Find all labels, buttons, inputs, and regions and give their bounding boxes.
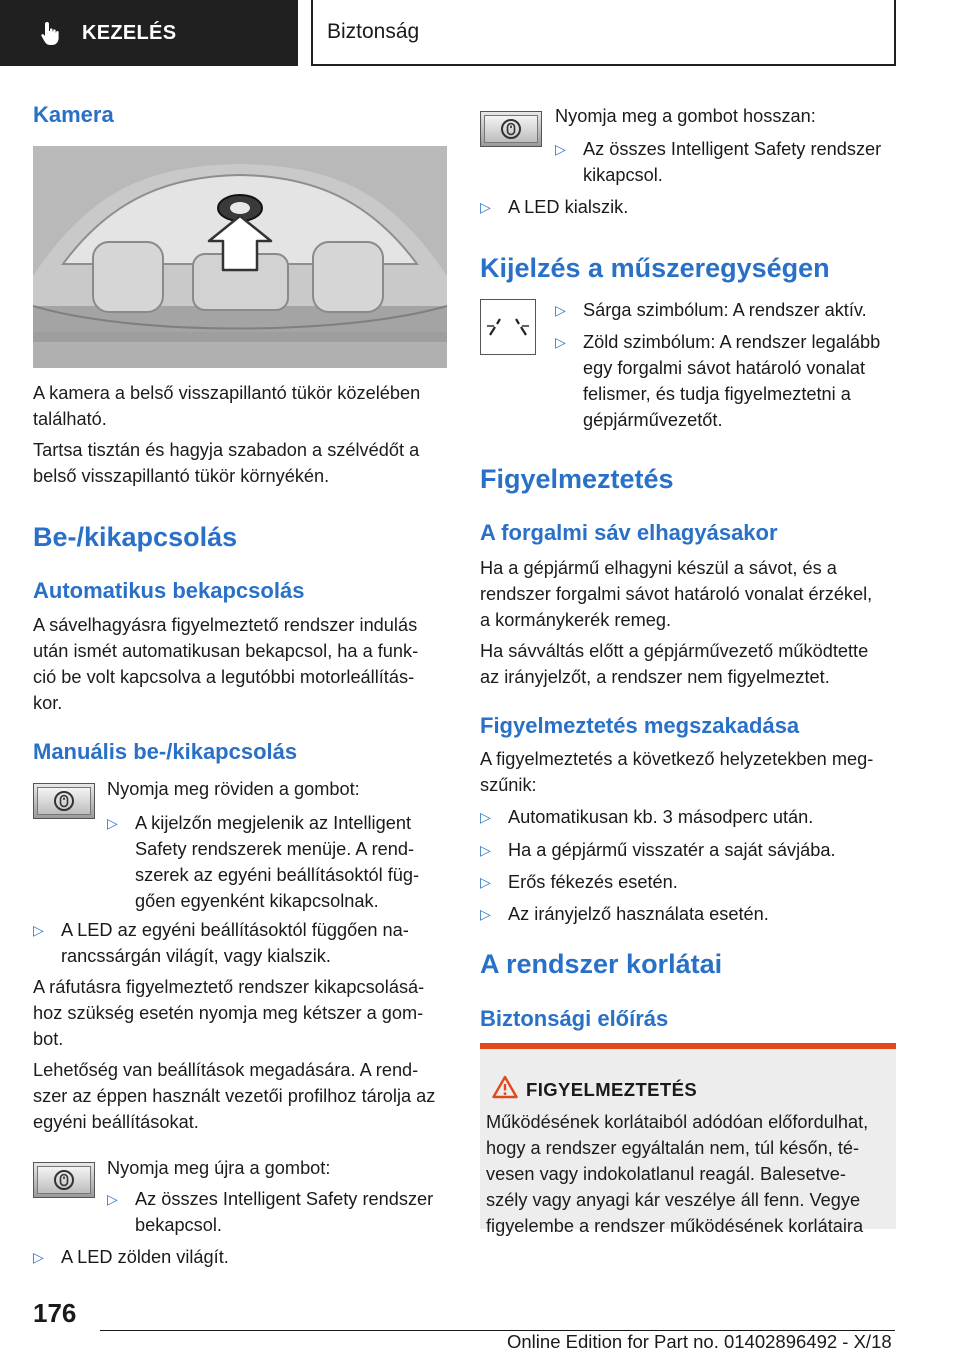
- text-line: A sávelhagyásra figyelmeztető rendszer indulás: [33, 615, 418, 635]
- header-section-title: KEZELÉS: [82, 21, 177, 44]
- text-line: rancssárgán világít, vagy kialszik.: [61, 946, 331, 966]
- heading-kamera: Kamera: [33, 102, 114, 127]
- heading-forgalmi-sav: A forgalmi sáv elhagyásakor: [480, 520, 778, 545]
- heading-be-kikapcsolas: Be-/kikapcsolás: [33, 522, 238, 552]
- bullet-triangle-icon: ▷: [33, 922, 44, 938]
- text-line: Lehetőség van beállítások megadására. A rend-: [33, 1060, 419, 1080]
- text-line: A kijelzőn megjelenik az Intelligent: [135, 813, 411, 833]
- heading-figyelmeztetes: Figyelmeztetés: [480, 464, 674, 494]
- text-line: figyelembe a rendszer működésének korlátaira: [486, 1216, 864, 1236]
- text-line: bot.: [33, 1029, 64, 1049]
- paragraph-kamera-location: [33, 380, 447, 432]
- header-chapter-box: [311, 0, 896, 66]
- warning-title: FIGYELMEZTETÉS: [526, 1079, 698, 1100]
- text-line: gépjárművezetőt.: [583, 410, 723, 430]
- footer-edition-text: Online Edition for Part no. 01402896492 - X/18: [507, 1331, 892, 1352]
- intelligent-safety-icon: [53, 1169, 75, 1191]
- text-line: felismer, és tudja figyelmeztetni a: [583, 384, 851, 404]
- text-line: egyéni beállításokat.: [33, 1112, 199, 1132]
- text-line: szerek az egyéni beállításoktól füg-: [135, 865, 420, 885]
- text-line: Az összes Intelligent Safety rendszer: [135, 1189, 434, 1209]
- lane-symbol-image: [480, 299, 536, 355]
- heading-automatikus-bekapcsolas: Automatikus bekapcsolás: [33, 578, 305, 603]
- paragraph-rafutas: [33, 974, 447, 1052]
- text-line: A ráfutásra figyelmeztető rendszer kikapcsolásá-: [33, 977, 425, 997]
- text-line: hoz szükség esetén nyomja meg kétszer a gom-: [33, 1003, 424, 1023]
- text-line: ció be volt kapcsolva a legutóbbi motorleállítás-: [33, 667, 415, 687]
- text-line: után ismét automatikusan bekapcsol, ha a funk-: [33, 641, 419, 661]
- text-line: Safety rendszerek menüje. A rend-: [135, 839, 415, 859]
- text-line: A LED az egyéni beállításoktól függően na-: [61, 920, 409, 940]
- paragraph-sav-2: [480, 638, 896, 690]
- text-line: az irányjelzőt, a rendszer nem figyelmeztet.: [480, 667, 830, 687]
- header-section-tab: [0, 0, 298, 66]
- bullet-triangle-icon: ▷: [107, 1191, 118, 1207]
- paragraph-megszakadas: [480, 746, 896, 798]
- page-number: 176: [33, 1298, 77, 1328]
- text-line: szély vagy anyagi kár veszélye áll fenn. Vegye: [486, 1190, 861, 1210]
- safety-button-image: [33, 1162, 95, 1198]
- heading-biztonsagi-eloiras: Biztonsági előírás: [480, 1006, 669, 1031]
- safety-button-image: [33, 783, 95, 819]
- bullet-triangle-icon: ▷: [555, 141, 566, 157]
- bullet-triangle-icon: ▷: [107, 815, 118, 831]
- heading-kijelzes: Kijelzés a műszeregységen: [480, 253, 830, 283]
- paragraph-kamera-clean: [33, 437, 447, 489]
- text-line: rendszer forgalmi sávot határoló vonalat érzékel,: [480, 584, 873, 604]
- heading-megszakadas: Figyelmeztetés megszakadása: [480, 713, 800, 738]
- warning-box: [480, 1043, 896, 1236]
- bullet-triangle-icon: ▷: [555, 302, 566, 318]
- text-line: kikapcsol.: [583, 165, 663, 185]
- text-line: gően egyenként kikapcsolnak.: [135, 891, 379, 911]
- bullet-triangle-icon: ▷: [480, 199, 491, 215]
- text-press-long: Nyomja meg a gombot hosszan:: [555, 106, 816, 126]
- bullet-triangle-icon: ▷: [480, 906, 491, 922]
- text-line: Ha sávváltás előtt a gépjárművezető működtette: [480, 641, 869, 661]
- text-line: A LED zölden világít.: [61, 1247, 229, 1267]
- text-press-again: Nyomja meg újra a gombot:: [107, 1158, 331, 1178]
- text-line: szer az éppen használt vezetői profilhoz tárolja az: [33, 1086, 436, 1106]
- text-press-short: Nyomja meg röviden a gombot:: [107, 779, 360, 799]
- intelligent-safety-icon: [53, 790, 75, 812]
- text-line: A kamera a belső visszapillantó tükör közelében: [33, 383, 421, 403]
- text-line: Ha a gépjármű visszatér a saját sávjába.: [508, 840, 836, 860]
- text-line: Az irányjelző használata esetén.: [508, 904, 769, 924]
- bullet-triangle-icon: ▷: [480, 842, 491, 858]
- text-line: a kormánykerék remeg.: [480, 610, 672, 630]
- text-line: Zöld szimbólum: A rendszer legalább: [583, 332, 881, 352]
- text-line: A figyelmeztetés a következő helyzetekben meg-: [480, 749, 874, 769]
- text-line: Az összes Intelligent Safety rendszer: [583, 139, 882, 159]
- warning-triangle-icon: [492, 1075, 518, 1099]
- text-line: Erős fékezés esetén.: [508, 872, 678, 892]
- text-line: található.: [33, 409, 107, 429]
- text-line: Működésének korlátaiból adódóan előfordulhat,: [486, 1112, 869, 1132]
- text-line: szűnik:: [480, 775, 537, 795]
- text-line: Tartsa tisztán és hagyja szabadon a szélvédőt a: [33, 440, 420, 460]
- camera-location-illustration: [33, 146, 447, 368]
- hand-pointer-icon: [40, 20, 62, 46]
- paragraph-automatikus: [33, 612, 447, 716]
- safety-button-image: [480, 111, 542, 147]
- paragraph-lehetoseg: [33, 1057, 447, 1135]
- heading-manualis: Manuális be-/kikapcsolás: [33, 739, 298, 764]
- text-line: Automatikusan kb. 3 másodperc után.: [508, 807, 814, 827]
- text-line: egy forgalmi sávot határoló vonalat: [583, 358, 866, 378]
- text-line: Ha a gépjármű elhagyni készül a sávot, és a: [480, 558, 837, 578]
- text-line: kor.: [33, 693, 63, 713]
- bullet-triangle-icon: ▷: [555, 334, 566, 350]
- text-line: vesen vagy indokolatlanul reagál. Balesetve-: [486, 1164, 846, 1184]
- text-line: A LED kialszik.: [508, 197, 629, 217]
- bullet-triangle-icon: ▷: [33, 1249, 44, 1265]
- bullet-triangle-icon: ▷: [480, 809, 491, 825]
- text-line: Sárga szimbólum: A rendszer aktív.: [583, 300, 867, 320]
- text-line: belső visszapillantó tükör környékén.: [33, 466, 330, 486]
- bullet-triangle-icon: ▷: [480, 874, 491, 890]
- warning-text: [486, 1109, 894, 1239]
- intelligent-safety-icon: [500, 118, 522, 140]
- header-chapter-title: Biztonság: [327, 20, 420, 43]
- heading-rendszer-korlatai: A rendszer korlátai: [480, 949, 723, 979]
- text-line: hogy a rendszer egyáltalán nem, túl későn, té-: [486, 1138, 860, 1158]
- text-line: bekapcsol.: [135, 1215, 222, 1235]
- paragraph-sav-1: [480, 555, 896, 633]
